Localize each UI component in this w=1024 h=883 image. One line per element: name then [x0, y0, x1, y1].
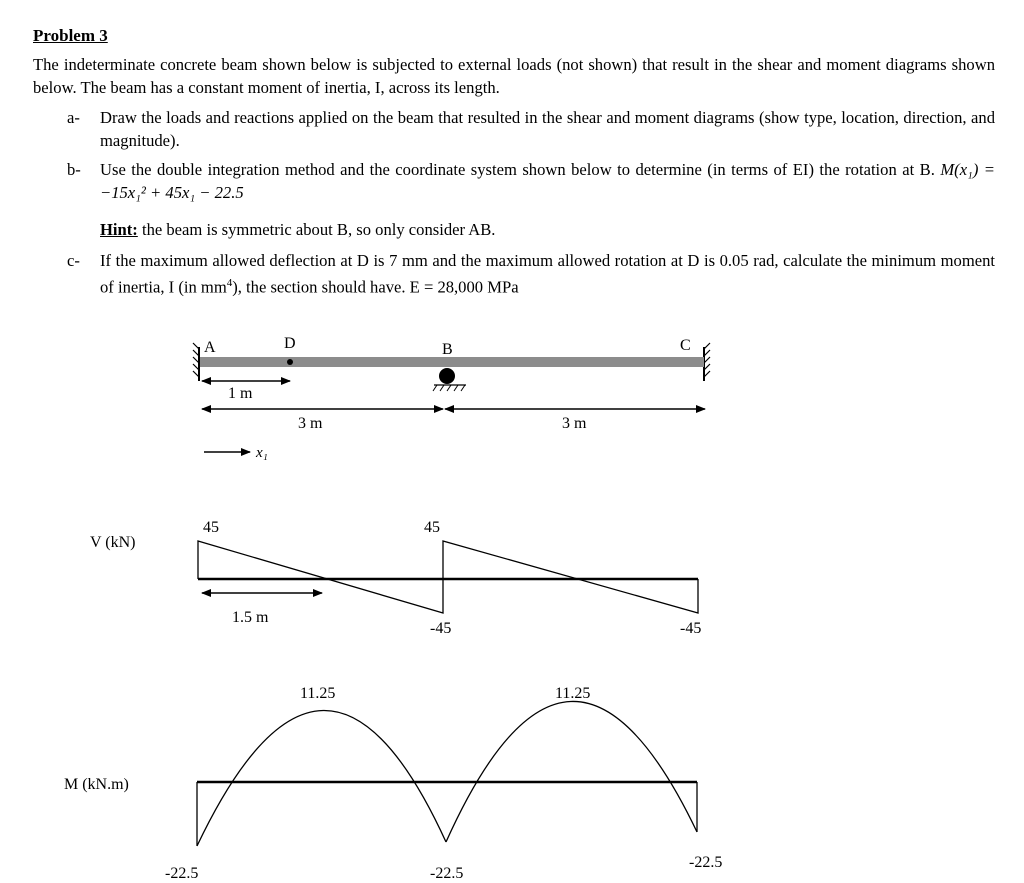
- shear-label-a-top: 45: [203, 519, 219, 536]
- moment-axis-label: M (kN.m): [64, 776, 129, 793]
- fixed-support-a: [193, 343, 199, 381]
- part-c-text-before: If the maximum allowed deflection at D is 7 mm and the maximum allowed rotation at D is 0.05 rad, calculate the minimum moment of inertia, I (in mm: [100, 251, 995, 297]
- moment-label-peak2: 11.25: [555, 685, 591, 702]
- moment-label-peak1: 11.25: [300, 685, 336, 702]
- moment-label-b-mid: -22.5: [430, 865, 464, 882]
- moment-label-a-end: -22.5: [165, 865, 199, 882]
- dim-ab: 3 m: [298, 415, 323, 432]
- dim-ad: 1 m: [228, 385, 253, 402]
- moment-curve-bc: [446, 701, 697, 842]
- part-c-label: c-: [67, 251, 80, 270]
- part-a-label: a-: [67, 108, 80, 127]
- shear-dim-label: 1.5 m: [232, 609, 269, 626]
- part-b-label: b-: [67, 160, 81, 179]
- fixed-support-c: [704, 343, 710, 381]
- shear-diagram: [90, 519, 701, 637]
- moment-diagram: [64, 685, 722, 882]
- part-c-superscript: 4: [226, 277, 233, 289]
- beam: [200, 357, 704, 367]
- part-c-text-after: ), the section should have. E = 28,000 MPa: [232, 277, 519, 297]
- part-b-text: Use the double integration method and the coordinate system shown below to determine (in terms of EI) the rotation at B.: [100, 160, 935, 179]
- shear-label-b-top: 45: [424, 519, 440, 536]
- hint-key: Hint:: [100, 220, 138, 239]
- moment-curve-ab: [197, 710, 446, 846]
- label-c: C: [680, 337, 691, 354]
- label-b: B: [442, 341, 453, 358]
- hint-text: the beam is symmetric about B, so only consider AB.: [137, 220, 496, 239]
- beam-figure: [193, 335, 710, 461]
- part-a-text: Draw the loads and reactions applied on the beam that resulted in the shear and moment diagrams (show type, location, direction, and magnitude).: [100, 108, 995, 150]
- shear-axis-label: V (kN): [90, 534, 136, 551]
- shear-label-c-bottom: -45: [680, 620, 702, 637]
- moment-equation: M(x₁) = −15x₁² + 45x₁ − 22.5: [100, 160, 996, 202]
- problem-intro: The indeterminate concrete beam shown below is subjected to external loads (not shown) that result in the shear and moment diagrams shown below. The beam has a constant moment of inertia, I, across its length.: [33, 55, 995, 97]
- coordinate-label: x₁: [256, 445, 268, 461]
- point-d-marker: [287, 359, 293, 365]
- shear-curve: [198, 541, 698, 613]
- shear-label-b-bottom: -45: [430, 620, 452, 637]
- label-a: A: [204, 339, 216, 356]
- label-d: D: [284, 335, 296, 352]
- dim-bc: 3 m: [562, 415, 587, 432]
- problem-title: Problem 3: [33, 26, 108, 45]
- roller-support-b: [433, 368, 466, 391]
- moment-label-c-end: -22.5: [689, 854, 723, 871]
